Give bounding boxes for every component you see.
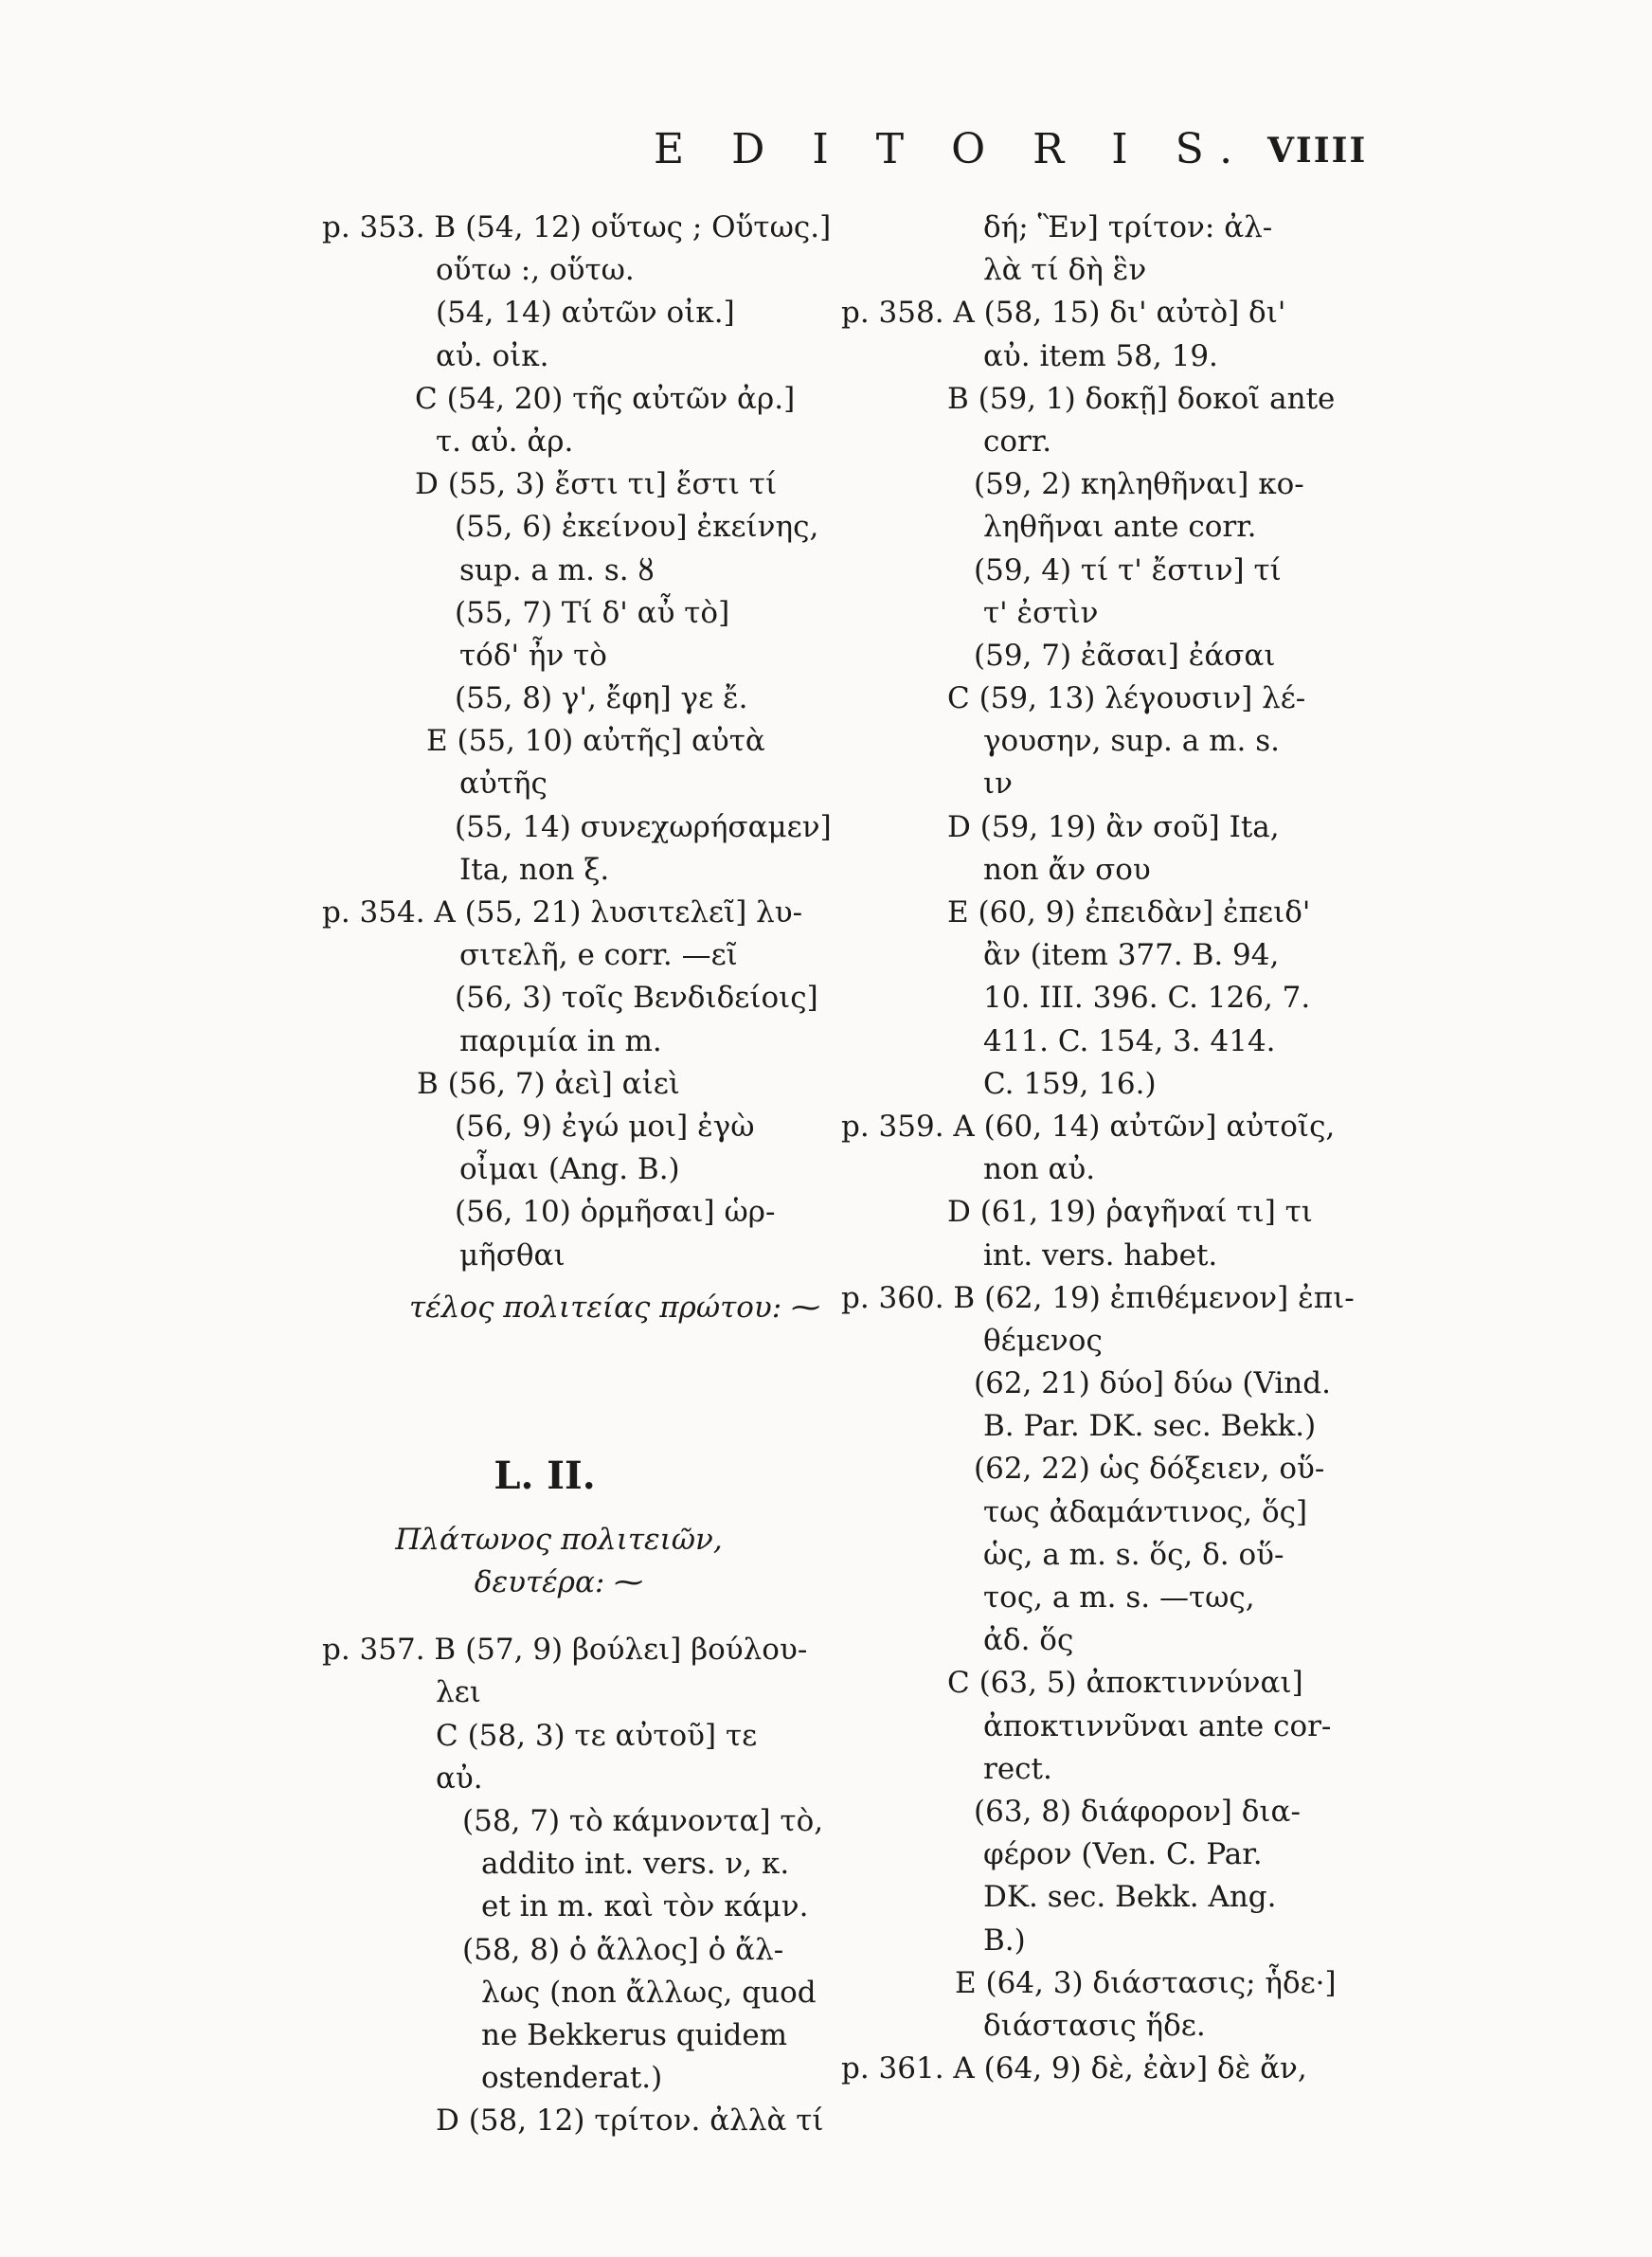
apparatus-line: D (59, 19) ἂν σοῦ] Ita, (947, 809, 1280, 844)
apparatus-line: (59, 4) τί τ' ἔστιν] τί (974, 552, 1282, 587)
apparatus-line: μῆσθαι (459, 1237, 566, 1273)
page-number: VIIII (1267, 131, 1368, 171)
apparatus-line: E (64, 3) διάστασις; ἧδε·] (955, 1965, 1337, 2000)
apparatus-line: λει (436, 1675, 481, 1710)
apparatus-line: D (55, 3) ἔστι τι] ἔστι τί (415, 467, 778, 502)
apparatus-line: C. 159, 16.) (983, 1066, 1157, 1101)
apparatus-line: p. 354. A (55, 21) λυσιτελεῖ] λυ- (322, 895, 803, 930)
left-column (322, 207, 832, 2143)
apparatus-line: αὐ. (436, 1760, 483, 1796)
apparatus-line: διάστασις ἥδε. (983, 2008, 1206, 2043)
apparatus-line: addito int. vers. ν, κ. (481, 1847, 790, 1882)
apparatus-line: (62, 22) ὡς δόξειεν, οὕ- (974, 1452, 1325, 1487)
apparatus-line: rect. (983, 1751, 1052, 1786)
apparatus-line: (59, 7) ἐᾶσαι] ἐάσαι (974, 638, 1276, 673)
apparatus-line: λως (non ἄλλως, quod (481, 1975, 817, 2010)
apparatus-line: p. 353. B (54, 12) οὕτως ; Οὕτως.] (322, 210, 832, 244)
apparatus-line: 411. C. 154, 3. 414. (983, 1023, 1276, 1058)
apparatus-line: τ' ἐστὶν (983, 595, 1099, 630)
apparatus-line: αὐ. οἰκ. (436, 338, 549, 373)
apparatus-line: ιν (983, 767, 1013, 802)
apparatus-line: σιτελῆ, e corr. —εῖ (459, 938, 738, 973)
apparatus-line: (55, 8) γ', ἔφη] γε ἔ. (455, 681, 748, 716)
apparatus-line: non ἄν σου (983, 852, 1151, 887)
apparatus-line: p. 361. A (64, 9) δὲ, ἐὰν] δὲ ἄν, (841, 2051, 1307, 2086)
apparatus-line: non αὐ. (983, 1152, 1096, 1187)
apparatus-line: ληθῆναι ante corr. (983, 510, 1257, 545)
book-title: Πλάτωνος πολιτειῶν, (395, 1522, 723, 1557)
apparatus-line: corr. (983, 424, 1052, 459)
apparatus-line: B. Par. DK. sec. Bekk.) (983, 1409, 1317, 1444)
apparatus-line: ne Bekkerus quidem (481, 2017, 788, 2052)
apparatus-line: οἶμαι (Ang. B.) (459, 1152, 680, 1187)
running-head (0, 125, 1652, 182)
apparatus-line: λὰ τί δὴ ἓν (983, 253, 1147, 288)
apparatus-line: ἀδ. ὅς (983, 1623, 1074, 1658)
apparatus-line: παριμία in m. (459, 1023, 662, 1058)
apparatus-line: B (59, 1) δοκῇ] δοκοῖ ante (947, 381, 1336, 416)
apparatus-line: int. vers. habet. (983, 1237, 1218, 1273)
apparatus-line: (55, 14) συνεχωρήσαμεν] (455, 809, 832, 844)
apparatus-line: (58, 8) ὁ ἄλλος] ὁ ἄλ- (462, 1932, 784, 1967)
apparatus-line: οὕτω :, οὕτω. (436, 253, 635, 288)
apparatus-line: (56, 10) ὁρμῆσαι] ὡρ- (455, 1195, 776, 1230)
apparatus-line: ἀποκτιννῦναι ante cor- (983, 1708, 1332, 1743)
apparatus-line: D (58, 12) τρίτον. ἀλλὰ τί (436, 2104, 824, 2139)
section-heading: L. II. (494, 1453, 596, 1498)
apparatus-line: (55, 7) Τί δ' αὖ τὸ] (455, 595, 730, 630)
apparatus-line: DK. sec. Bekk. Ang. (983, 1880, 1277, 1915)
apparatus-line: γουσην, sup. a m. s. (983, 724, 1280, 759)
apparatus-line: ostenderat.) (481, 2061, 663, 2096)
apparatus-line: (56, 9) ἐγώ μοι] ἐγὼ (455, 1109, 755, 1144)
apparatus-line: (56, 3) τοῖς Βενδιδείοις] (455, 981, 818, 1016)
apparatus-line: B (56, 7) ἀεὶ] αἰεὶ (417, 1066, 680, 1101)
apparatus-line: C (63, 5) ἀποκτιννύναι] (947, 1666, 1303, 1701)
apparatus-line: (63, 8) διάφορον] δια- (974, 1794, 1301, 1829)
apparatus-line: τος, a m. s. —τως, (983, 1580, 1255, 1615)
apparatus-line: τ. αὐ. ἀρ. (436, 424, 574, 459)
apparatus-line: φέρον (Ven. C. Par. (983, 1837, 1263, 1872)
apparatus-line: p. 357. B (57, 9) βούλει] βούλου- (322, 1633, 808, 1668)
apparatus-line: D (61, 19) ῥαγῆναί τι] τι (947, 1195, 1313, 1230)
apparatus-line: p. 358. A (58, 15) δι' αὐτὸ] δι' (841, 296, 1286, 331)
running-title: E D I T O R I S. (654, 125, 1250, 173)
apparatus-line: αὐ. item 58, 19. (983, 338, 1218, 373)
apparatus-line: ἂν (item 377. B. 94, (983, 938, 1280, 973)
apparatus-line: (54, 14) αὐτῶν οἰκ.] (436, 296, 735, 331)
apparatus-line: τόδ' ἦν τὸ (459, 638, 607, 673)
apparatus-line: sup. a m. s. ȣ (459, 552, 655, 587)
apparatus-line: (59, 2) κηληθῆναι] κο- (974, 467, 1304, 502)
apparatus-line: αὐτῆς (459, 767, 548, 802)
apparatus-line: (55, 6) ἐκείνου] ἐκείνης, (455, 510, 819, 545)
apparatus-line: (62, 21) δύο] δύω (Vind. (974, 1366, 1331, 1401)
apparatus-line: p. 359. A (60, 14) αὐτῶν] αὐτοῖς, (841, 1109, 1336, 1144)
apparatus-line: C (59, 13) λέγουσιν] λέ- (947, 681, 1306, 716)
apparatus-line: 10. III. 396. C. 126, 7. (983, 981, 1311, 1016)
book-title-ordinal: δευτέρα: ⁓ (474, 1565, 644, 1600)
apparatus-line: δή; Ἓν] τρίτον: ἀλ- (983, 210, 1273, 244)
apparatus-line: p. 360. B (62, 19) ἐπιθέμενον] ἐπι- (841, 1280, 1355, 1315)
apparatus-line: (58, 7) τὸ κάμνοντα] τὸ, (462, 1804, 824, 1838)
book-one-colophon: τέλος πολιτείας πρώτου: ⁓ (409, 1290, 821, 1325)
apparatus-line: E (55, 10) αὐτῆς] αὐτὰ (426, 724, 765, 759)
apparatus-line: et in m. καὶ τὸν κάμν. (481, 1889, 809, 1924)
apparatus-line: E (60, 9) ἐπειδὰν] ἐπειδ' (947, 895, 1311, 930)
apparatus-line: Ita, non ξ. (459, 852, 610, 887)
apparatus-line: τως ἀδαμάντινος, ὅς] (983, 1494, 1308, 1529)
apparatus-line: C (54, 20) τῆς αὐτῶν ἀρ.] (415, 381, 796, 416)
right-column (841, 207, 1353, 2090)
apparatus-line: ὡς, a m. s. ὅς, δ. οὕ- (983, 1537, 1284, 1572)
apparatus-line: θέμενος (983, 1323, 1103, 1358)
apparatus-line: B.) (983, 1923, 1026, 1958)
apparatus-line: C (58, 3) τε αὐτοῦ] τε (436, 1718, 758, 1753)
